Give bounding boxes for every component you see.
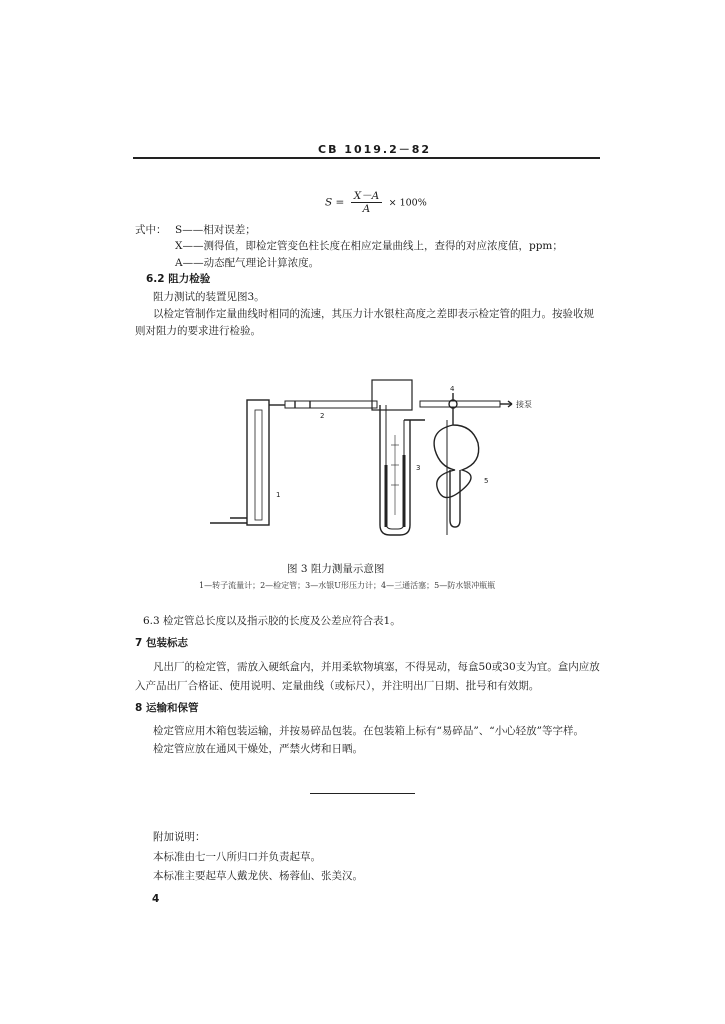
section-8-heading: 8 运输和保管	[135, 702, 199, 714]
formula	[325, 190, 427, 215]
formula-numerator: X－A	[351, 190, 383, 203]
header-rule	[133, 157, 600, 159]
section-8-line2: 检定管应放在通风干燥处，严禁火烤和日晒。	[153, 743, 363, 755]
section-6-2-line1: 阻力测试的装置见图3。	[153, 291, 265, 303]
label-3: 3	[416, 464, 421, 472]
section-7-line2: 入产品出厂合格证、使用说明、定量曲线（或标尺），并注明出厂日期、批号和有效期。	[135, 680, 540, 692]
definition-x: X——测得值，即检定管变色柱长度在相应定量曲线上，查得的对应浓度值，ppm；	[175, 240, 563, 252]
section-6-2-line3: 则对阻力的要求进行检验。	[135, 325, 261, 337]
label-5: 5	[484, 477, 489, 485]
definition-a: A——动态配气理论计算浓度。	[175, 257, 320, 269]
standard-number: CB 1019.2－82	[318, 143, 432, 156]
section-6-3: 6.3 检定管总长度以及指示胶的长度及公差应符合表1。	[143, 615, 401, 627]
appendix-title: 附加说明：	[153, 831, 206, 843]
formula-fraction	[351, 190, 383, 215]
rotameter	[247, 400, 269, 525]
figure-caption: 图 3 阻力测量示意图	[287, 563, 385, 575]
manometer-box	[372, 380, 412, 410]
figure-legend: 1—转子流量计；2—检定管；3—水银U形压力计；4—三通活塞；5—防水银冲瓶瓶	[199, 581, 496, 590]
section-7-heading: 7 包装标志	[135, 637, 188, 649]
page-number: 4	[152, 893, 160, 905]
section-6-2-heading: 6.2 阻力检验	[146, 273, 211, 285]
figure-3-diagram	[200, 375, 560, 545]
end-rule	[310, 793, 415, 794]
check-tube	[285, 401, 377, 408]
label-pump: 接泵	[516, 400, 532, 409]
formula-denominator: A	[362, 203, 371, 215]
appendix-line1: 本标准由七一八所归口并负责起草。	[153, 851, 321, 863]
label-2: 2	[320, 412, 325, 420]
appendix-line2: 本标准主要起草人戴龙侠、杨蓉仙、张美汉。	[153, 870, 363, 882]
label-1: 1	[276, 491, 281, 499]
section-8-line1: 检定管应用木箱包装运输，并按易碎品包装。在包装箱上标有“易碎品”、“小心轻放”等字样。	[153, 725, 584, 737]
label-4: 4	[450, 385, 455, 393]
formula-lhs: S =	[325, 196, 345, 209]
definitions-prefix: 式中：	[135, 224, 167, 236]
formula-tail: × 100%	[388, 197, 427, 209]
trap-bottle	[434, 408, 479, 498]
definition-s: S——相对误差；	[175, 224, 256, 236]
section-6-2-line2: 以检定管制作定量曲线时相同的流速，其压力计水银柱高度之差即表示检定管的阻力。按验收规	[153, 308, 594, 320]
section-7-line1: 凡出厂的检定管，需放入硬纸盒内，并用柔软物填塞，不得晃动，每盒50或30支为宜。盒内应放	[153, 661, 600, 673]
